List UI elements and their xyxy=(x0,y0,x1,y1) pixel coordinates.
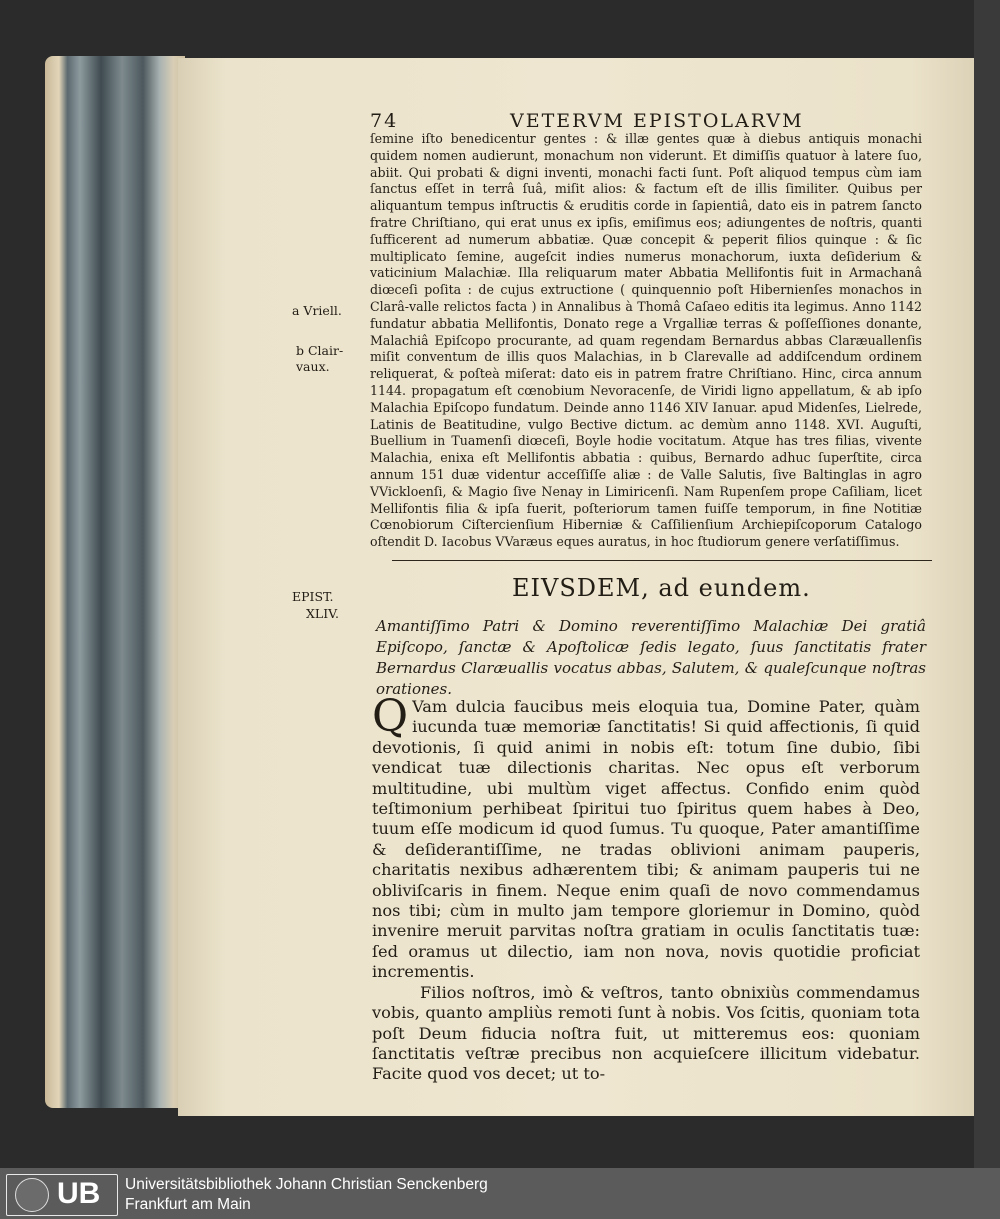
drop-cap: Q xyxy=(372,691,409,742)
facing-page-edge xyxy=(974,0,1000,1168)
body-paragraph-1-text: Vam dulcia faucibus meis eloquia tua, Domine Pater, quàm iucunda tuæ memoriæ ſanctitatis! Si quid affectionis, ſi quid devotionis, ſi quid animi in nobis eſt: totum ſine dubio, ſibi vendicat tuæ dilectionis charitas. Nec opus eſt verborum multitudine, ubi multùm viget affectus. Confido enim quòd teſtimonium perhibeat ſpiritui tuo ſpiritus quem habes à Deo, tuum eſſe modicum id quod ſumus. Tu quoque, Pater amantiſſime & deſiderantiſſime, ne tradas oblivioni animam pauperis, charitatis nexibus adhærentem tibi; & animam pauperis tui ne obliviſcaris in finem. Neque enim quaſi de novo commendamus nos tibi; cùm in multo jam tempore gloriemur in Domino, quòd invenire meruit parvitas noſtra gratiam in oculis ſanctitatis tuæ: ſed oramus ut dilectio, iam non nova, novis quotidie proficiat incrementis. xyxy=(372,697,920,982)
page-number: 74 xyxy=(370,110,399,132)
university-seal-icon xyxy=(15,1178,49,1212)
book-fore-edge xyxy=(45,56,185,1108)
library-name xyxy=(125,1175,488,1215)
marginal-note-b-line2: vaux. xyxy=(296,359,330,374)
salutation: Amantiſſimo Patri & Domino reverentiſſimo Malachiæ Dei gratiâ Epiſcopo, ſanctæ & Apoſtolicæ ſedis legato, ſuus ſanctitatis frater Bernardus Claræuallis vocatus abbas, Salutem, & qualeſcunque noſtras orationes. xyxy=(376,617,926,698)
running-title: VETERVM EPISTOLARVM xyxy=(510,110,804,132)
section-divider xyxy=(392,560,932,561)
library-name-line2: Frankfurt am Main xyxy=(125,1196,251,1213)
ub-logo[interactable] xyxy=(6,1174,118,1216)
ub-logo-text: UB xyxy=(57,1177,101,1210)
library-name-line1: Universitätsbibliothek Johann Christian Senckenberg xyxy=(125,1176,488,1193)
note-text-block xyxy=(370,131,922,551)
letter-body xyxy=(372,691,920,1085)
epistle-number: XLIV. xyxy=(306,606,339,621)
epistle-label xyxy=(292,588,339,622)
body-paragraph-2: Filios noſtros, imò & veſtros, tanto obnixiùs commendamus vobis, quanto ampliùs remoti ſunt à nobis. Vos ſcitis, quoniam tota poſt Deum fiducia noſtra fuit, ut mitteremus eos: quoniam ſanctitatis veſtræ precibus non acquieſcere illicitum videbatur. Facite quod vos decet; ut to- xyxy=(372,982,920,1084)
marginal-note-b-line1: b Clair- xyxy=(296,343,344,358)
note-paragraph: ſemine iſto benedicentur gentes : & illæ gentes quæ à diebus antiquis monachi quidem nomen audierunt, monachum non viderunt. Et dimiſſis quatuor à latere ſuo, abiit. Qui probati & digni inventi, monachi facti ſunt. Poſt aliquod tempus cùm iam ſanctus eſſet in terrâ ſuâ, miſit alios: & factum eſt de illis ſimiliter. Quibus per aliquantum tempus inſtructis & eruditis corde in ſapientiâ, dato eis in patrem ſancto fratre Chriſtiano, qui erat unus ex ipſis, emiſimus eos; adiungentes de noſtris, quanti ſufficerent ad numerum abbatiæ. Quæ concepit & peperit filios quinque : & ſic multiplicato ſemine, augeſcit indies numerus monachorum, iuxta deſiderium & vaticinium Malachiæ. Illa reliquarum mater Abbatia Mellifontis fuit in Armachanâ diœceſi poſita : de cujus extructione ( quinquennio poſt Hibernienſes monachos in Clarâ-valle relictos facta ) in Annalibus à Thomâ Caſaeo editis ita legimus. Anno 1142 fundatur abbatia Mellifontis, Donato rege a Vrgalliæ terras & poſſeſſiones donante, Malachiâ Epiſcopo procurante, ad quam regendam Bernardus abbas Claræuallenſis miſit conventum de illis quos Malachias, in b Clarevalle ad addiſcendum ordinem reliquerat, & poſteà miſerat: dato eis in patrem fratre Chriſtiano. Hinc, circa annum 1144. propagatum eſt cœnobium Nevoracenſe, de Viridi ligno appellatum, & ab ipſo Malachia Epiſcopo fundatum. Deinde anno 1146 XIV Ianuar. apud Midenſes, Lielrede, Latinis de Beatitudine, vulgo Bective dictum. ac demùm anno 1148. XVI. Auguſti, Buellium in Tuamenſi diœceſi, Boyle hodie vocitatum. Atque has tres filias, vivente Malachia, enixa eſt Mellifontis abbatia : quibus, Bernardo adhuc ſuperſtite, circa annum 151 duæ videntur acceſſiſſe aliæ : de Valle Salutis, ſive Baltinglas in agro VVickloenſi, & Magio ſive Nenay in Limiricenſi. Nam Rupenſem prope Caſiliam, licet Mellifontis filia & ipſa fuerit, poſteriorum tamen fuiſſe temporum, in fine Notitiæ Cœnobiorum Ciſtercienſium Hiberniæ & Caſſilienſium Archiepiſcoporum Catalogo oſtendit D. Iacobus VVaræus eques auratus, in hoc ſtudiorum genere verſatiſſimus. xyxy=(370,131,922,550)
letter-heading: EIVSDEM, ad eundem. xyxy=(512,574,811,602)
epistle-label-line1: EPIST. xyxy=(292,589,334,604)
marginal-note-b xyxy=(296,343,343,375)
marginal-note-a: a Vriell. xyxy=(292,303,342,318)
body-paragraph-1 xyxy=(372,691,920,983)
